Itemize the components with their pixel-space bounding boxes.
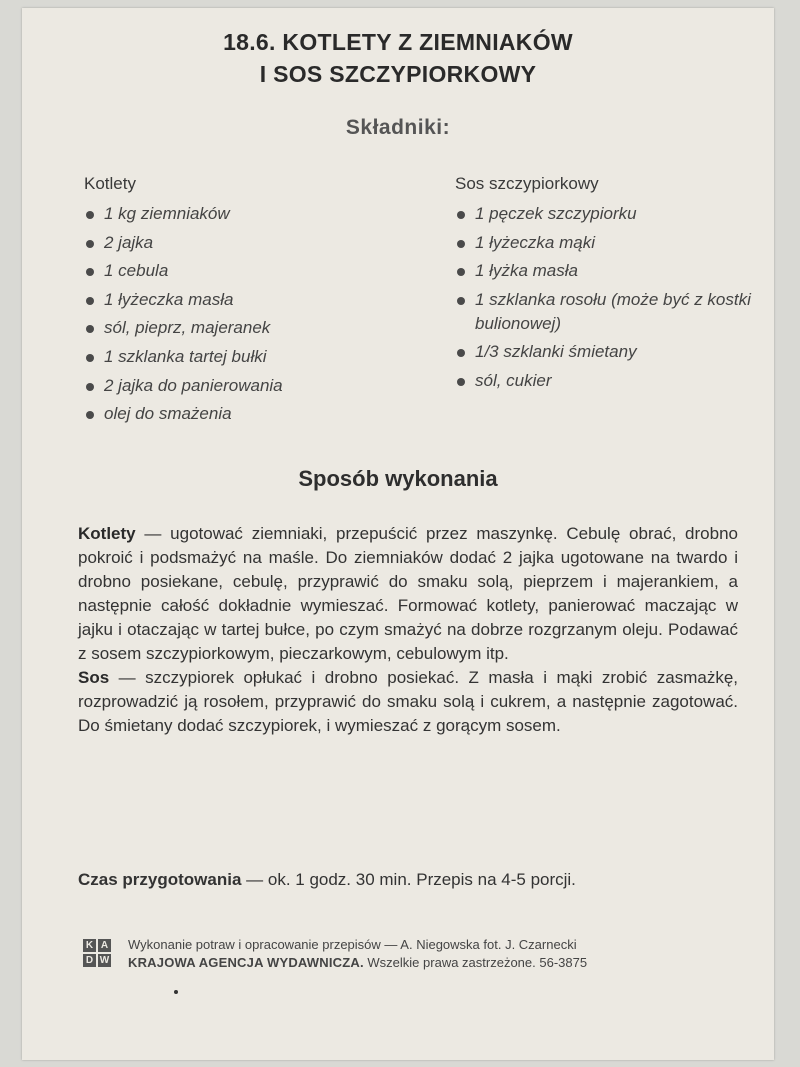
ingredient-item: 1 łyżeczka masła xyxy=(84,288,414,312)
ingredient-item: 2 jajka xyxy=(84,231,414,255)
ingredient-item: 1 cebula xyxy=(84,259,414,283)
logo-letter: K xyxy=(82,938,97,953)
method-label: Sos xyxy=(78,668,110,687)
recipe-title-line-1: 18.6. KOTLETY Z ZIEMNIAKÓW xyxy=(223,29,573,55)
method-label: Kotlety xyxy=(78,524,136,543)
method-paragraph-sauce xyxy=(78,666,738,738)
method-text xyxy=(78,522,738,738)
ingredient-item: 1 pęczek szczypiorku xyxy=(455,202,765,226)
prep-time-label: Czas przygotowania xyxy=(78,870,242,889)
footer-line-1: Wykonanie potraw i opracowanie przepisów — A. Niegowska fot. J. Czarnecki xyxy=(128,937,577,952)
prep-time xyxy=(78,870,758,890)
ingredients-column-sauce xyxy=(455,174,765,398)
method-body: — szczypiorek opłukać i drobno posiekać. Z masła i mąki zrobić zasmażkę, rozprowadzić ją rosołem, przyprawić do smaku solą i cukrem, a następnie zagotować. Do śmietany dodać szczypiorek, i wymieszać z gorącym sosem. xyxy=(78,668,738,735)
method-heading: Sposób wykonania xyxy=(298,466,498,491)
recipe-title-line-2: I SOS SZCZYPIORKOWY xyxy=(259,61,537,87)
column-title: Kotlety xyxy=(84,174,136,193)
publisher-logo-icon xyxy=(82,938,112,968)
prep-time-text: — ok. 1 godz. 30 min. Przepis na 4-5 porcji. xyxy=(241,870,576,889)
footer-line-2 xyxy=(128,954,587,972)
ingredient-item: 1 łyżka masła xyxy=(455,259,765,283)
ingredient-item: olej do smażenia xyxy=(84,402,414,426)
method-paragraph-cutlets xyxy=(78,522,738,666)
logo-letter: D xyxy=(82,953,97,968)
recipe-card xyxy=(22,8,774,1060)
footer xyxy=(78,936,758,996)
ingredient-item: sól, cukier xyxy=(455,369,765,393)
ingredient-list xyxy=(455,202,765,393)
ingredient-item: 1/3 szklanki śmietany xyxy=(455,340,765,364)
logo-letter: W xyxy=(97,953,112,968)
ingredient-item: sól, pieprz, majeranek xyxy=(84,316,414,340)
publisher-name: KRAJOWA AGENCJA WYDAWNICZA. xyxy=(128,955,364,970)
logo-letter: A xyxy=(97,938,112,953)
print-dot xyxy=(174,990,178,994)
ingredient-item: 2 jajka do panierowania xyxy=(84,374,414,398)
ingredient-item: 1 szklanka rosołu (może być z kostki bulionowej) xyxy=(455,288,765,336)
footer-credits xyxy=(128,936,587,972)
ingredients-heading: Składniki: xyxy=(345,116,451,139)
ingredients-column-cutlets xyxy=(84,174,414,431)
ingredient-list xyxy=(84,202,414,426)
ingredient-item: 1 łyżeczka mąki xyxy=(455,231,765,255)
ingredient-item: 1 szklanka tartej bułki xyxy=(84,345,414,369)
method-body: — ugotować ziemniaki, przepuścić przez maszynkę. Cebulę obrać, drobno pokroić i podsmażyć na maśle. Do ziemniaków dodać 2 jajka ugotowane na twardo i drobno posiekane, cebulę, przyprawić do smaku solą, pieprzem i majerankiem, a następnie całość dokładnie wymieszać. Formować kotlety, panierować maczając w jajku i otaczając w tartej bułce, po czym smażyć na dobrze rozgrzanym oleju. Podawać z sosem szczypiorkowym, pieczarkowym, cebulowym itp. xyxy=(78,524,738,663)
column-title: Sos szczypiorkowy xyxy=(455,174,599,193)
copyright-text: Wszelkie prawa zastrzeżone. 56-3875 xyxy=(363,955,588,970)
recipe-title xyxy=(22,26,774,90)
ingredient-item: 1 kg ziemniaków xyxy=(84,202,414,226)
